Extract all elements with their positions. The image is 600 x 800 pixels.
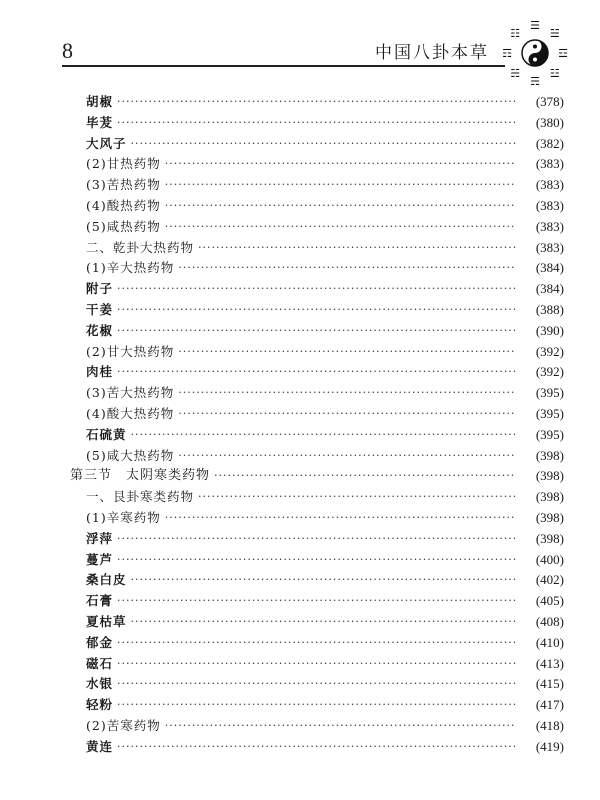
toc-dot-leader <box>165 217 516 237</box>
toc-dot-leader <box>198 238 516 258</box>
toc-entry-title: 桑白皮 <box>86 572 127 588</box>
toc-entry <box>0 674 600 694</box>
book-title: 中国八卦本草 <box>375 43 489 63</box>
toc-entry <box>0 716 600 736</box>
toc-entry-title: (1)辛寒药物 <box>86 510 161 525</box>
header-rule <box>62 65 505 67</box>
toc-entry-title: 第三节 太阴寒类药物 <box>70 468 211 484</box>
toc-entry-page: (400) <box>535 551 564 567</box>
toc-dot-leader <box>117 529 516 549</box>
toc-entry-page: (395) <box>535 426 564 442</box>
trigram-icon: ☳ <box>549 66 560 80</box>
toc-entry-title: 夏枯草 <box>86 614 127 629</box>
toc-dot-leader <box>165 154 516 174</box>
toc-entry <box>0 92 600 112</box>
toc-entry <box>0 383 600 403</box>
toc-entry-page: (408) <box>535 614 564 629</box>
toc-entry <box>0 487 600 507</box>
toc-entry-page: (418) <box>535 718 564 733</box>
toc-entry <box>0 258 600 278</box>
toc-entry-title: 浮萍 <box>86 530 114 546</box>
toc-entry-title: (2)甘大热药物 <box>86 343 175 359</box>
toc-entry-page: (392) <box>535 364 564 380</box>
toc-entry-page: (383) <box>535 239 564 255</box>
bagua-yin-yang-icon <box>496 14 574 92</box>
toc-entry <box>0 196 600 216</box>
toc-dot-leader <box>178 383 516 403</box>
toc-entry <box>0 654 600 674</box>
toc-dot-leader <box>117 300 516 320</box>
toc-dot-leader <box>117 591 516 611</box>
toc-dot-leader <box>117 674 516 694</box>
toc-dot-leader <box>131 425 516 445</box>
toc-entry-title: 黄连 <box>86 738 114 754</box>
toc-entry-page: (380) <box>535 114 564 130</box>
toc-dot-leader <box>117 633 516 653</box>
toc-entry <box>0 300 600 320</box>
toc-dot-leader <box>117 92 516 112</box>
toc-entry-page: (417) <box>535 697 564 713</box>
toc-entry <box>0 466 600 486</box>
trigram-icon: ☵ <box>510 66 521 80</box>
toc-entry-page: (405) <box>535 593 564 609</box>
toc-entry-title: 毕茇 <box>86 114 114 130</box>
toc-entry <box>0 175 600 195</box>
toc-entry-page: (383) <box>535 218 564 234</box>
toc-entry <box>0 508 600 528</box>
toc-entry-page: (398) <box>535 468 564 484</box>
toc-entry-page: (383) <box>535 156 564 172</box>
toc-dot-leader <box>165 716 516 736</box>
toc-entry-title: 水银 <box>86 676 114 692</box>
toc-entry-page: (413) <box>535 655 564 671</box>
toc-dot-leader <box>117 113 516 133</box>
toc-entry-page: (410) <box>535 634 564 650</box>
toc-entry-page: (378) <box>535 94 564 109</box>
yin-yang-icon <box>522 40 548 66</box>
toc-dot-leader <box>117 279 516 299</box>
toc-dot-leader <box>165 508 516 528</box>
toc-dot-leader <box>117 362 516 382</box>
toc-entry <box>0 446 600 466</box>
toc-entry-title: (1)辛大热药物 <box>86 260 175 276</box>
toc-entry <box>0 154 600 174</box>
toc-entry-page: (402) <box>535 572 564 588</box>
toc-entry-title: 一、艮卦寒类药物 <box>86 489 195 505</box>
toc-entry-page: (384) <box>535 260 564 276</box>
toc-entry <box>0 550 600 570</box>
toc-entry-page: (382) <box>535 135 564 151</box>
toc-entry <box>0 570 600 590</box>
toc-entry-page: (398) <box>535 489 564 505</box>
toc-entry-page: (390) <box>535 322 564 338</box>
toc-entry-page: (419) <box>535 738 564 754</box>
toc-entry-title: 附子 <box>86 281 114 297</box>
toc-entry-title: 石硫黄 <box>86 426 127 442</box>
toc-entry-page: (383) <box>535 198 564 213</box>
toc-entry-title: 干姜 <box>86 302 114 317</box>
toc-entry <box>0 321 600 341</box>
toc-entry-title: (4)酸热药物 <box>86 198 161 213</box>
toc-entry <box>0 591 600 611</box>
trigram-icon: ☴ <box>530 75 540 88</box>
toc-entry <box>0 134 600 154</box>
toc-entry-title: 轻粉 <box>86 697 114 713</box>
toc-dot-leader <box>178 404 516 424</box>
toc-entry <box>0 238 600 258</box>
toc-dot-leader <box>178 342 516 362</box>
page-number: 8 <box>62 38 73 63</box>
toc-entry-title: (5)咸大热药物 <box>86 447 175 463</box>
toc-entry-page: (398) <box>535 530 564 546</box>
toc-entry <box>0 113 600 133</box>
toc-entry-title: 石膏 <box>86 593 114 609</box>
toc-entry-title: (3)苦热药物 <box>86 177 161 193</box>
toc-entry-title: 大风子 <box>86 135 127 151</box>
toc-entry-title: 肉桂 <box>86 364 114 380</box>
toc-entry <box>0 695 600 715</box>
toc-dot-leader <box>117 695 516 715</box>
toc-entry <box>0 425 600 445</box>
toc-dot-leader <box>117 550 516 570</box>
toc-dot-leader <box>165 196 516 216</box>
toc-entry-title: 花椒 <box>86 322 114 338</box>
trigram-icon: ☷ <box>510 27 521 41</box>
trigram-icon: ☱ <box>549 27 560 41</box>
trigram-icon: ☲ <box>558 47 568 60</box>
toc-entry-title: (4)酸大热药物 <box>86 406 175 421</box>
toc-entry-title: (3)苦大热药物 <box>86 385 175 401</box>
toc-dot-leader <box>198 487 516 507</box>
toc-entry-page: (395) <box>535 406 564 421</box>
toc-entry <box>0 612 600 632</box>
toc-entry <box>0 633 600 653</box>
toc-entry-title: 蔓芦 <box>86 551 114 567</box>
toc-dot-leader <box>131 134 516 154</box>
toc-entry-title: 郁金 <box>86 634 114 650</box>
toc-entry <box>0 342 600 362</box>
toc-dot-leader <box>214 466 516 486</box>
toc-entry-page: (383) <box>535 177 564 193</box>
toc-entry-title: (5)咸热药物 <box>86 218 161 234</box>
toc-entry-title: (2)甘热药物 <box>86 156 161 172</box>
toc-entry <box>0 529 600 549</box>
toc-entry-title: 胡椒 <box>86 94 114 109</box>
toc-dot-leader <box>131 570 516 590</box>
toc-dot-leader <box>117 654 516 674</box>
toc-entry-page: (395) <box>535 385 564 401</box>
toc-entry <box>0 279 600 299</box>
trigram-icon: ☶ <box>502 47 512 60</box>
toc-entry-title: 二、乾卦大热药物 <box>86 239 195 255</box>
toc-entry <box>0 362 600 382</box>
toc-entry-page: (384) <box>535 281 564 297</box>
toc-entry-title: (2)苦寒药物 <box>86 718 161 733</box>
toc-entry-page: (388) <box>535 302 564 317</box>
toc-entry <box>0 404 600 424</box>
toc-dot-leader <box>117 737 516 757</box>
toc-entry-page: (398) <box>535 447 564 463</box>
toc-entry-page: (398) <box>535 510 564 525</box>
toc-entry <box>0 737 600 757</box>
toc-dot-leader <box>165 175 516 195</box>
toc-entry-title: 磁石 <box>86 655 114 671</box>
trigram-icon: ☰ <box>530 19 540 32</box>
toc-dot-leader <box>117 321 516 341</box>
toc-dot-leader <box>131 612 516 632</box>
toc-entry-page: (415) <box>535 676 564 692</box>
toc-entry-page: (392) <box>535 343 564 359</box>
toc-dot-leader <box>178 446 516 466</box>
toc-dot-leader <box>178 258 516 278</box>
toc-entry <box>0 217 600 237</box>
